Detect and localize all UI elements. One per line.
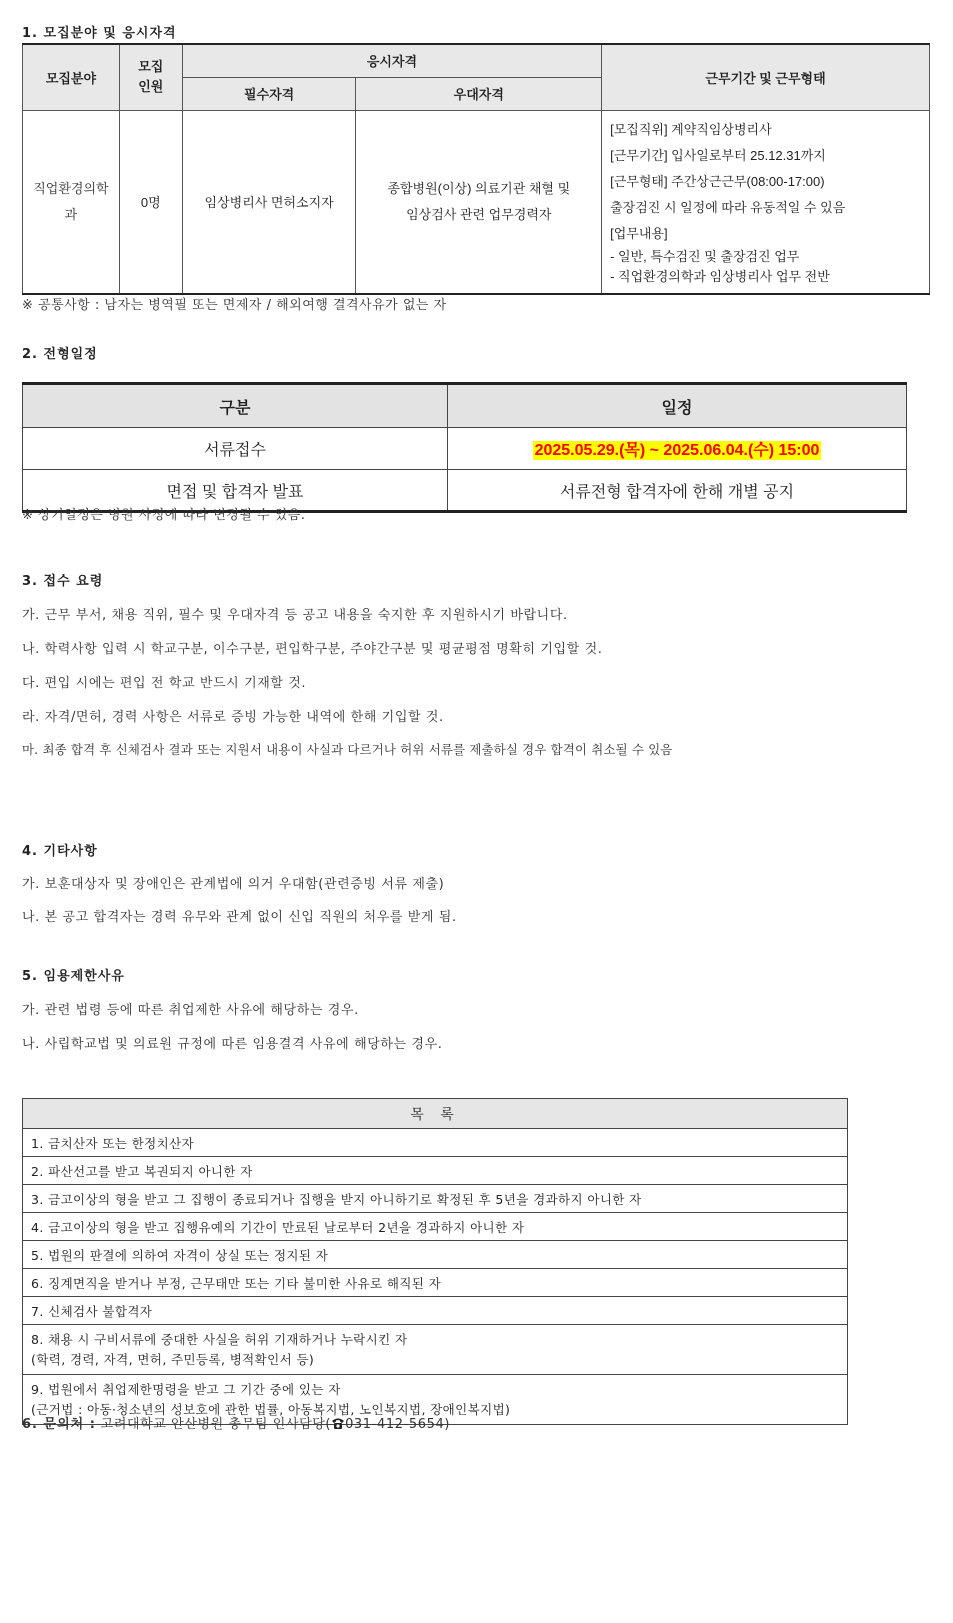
contact-line [22,1413,450,1434]
header-period: 근무기간 및 근무형태 [602,44,930,110]
list-item: 마. 최종 합격 후 신체검사 결과 또는 지원서 내용이 사실과 다르거나 허위 서류를 제출하실 경우 합격이 취소될 수 있음 [22,742,673,757]
header-field: 모집분야 [23,44,120,110]
table-row: 6. 징계면직을 받거나 부정, 근무태만 또는 기타 불미한 사유로 해직된 자 [23,1269,848,1297]
condition-line: [근무기간] 입사일로부터 25.12.31까지 [610,147,826,163]
list-item: 나. 학력사항 입력 시 학교구분, 이수구분, 편입학구분, 주야간구분 및 평균평점 명확히 기입할 것. [22,642,603,657]
required-value: 임상병리사 면허소지자 [182,110,356,294]
schedule-category: 서류접수 [23,428,448,470]
section-2-title: 2. 전형일정 [22,347,98,362]
preferred-value: 종합병원(이상) 의료기관 채혈 및 임상검사 관련 업무경력자 [356,110,602,294]
phone-number[interactable]: 031-412-5654) [345,1417,451,1432]
list-item: 가. 보훈대상자 및 장애인은 관계법에 의거 우대함(관련증빙 서류 제출) [22,877,445,892]
row-line: 9. 법원에서 취업제한명령을 받고 그 기간 중에 있는 자 [31,1381,341,1397]
table-row: 5. 법원의 판결에 의하여 자격이 상실 또는 정지된 자 [23,1241,848,1269]
section-3-title: 3. 접수 요령 [22,574,104,589]
list-item: 나. 사립학교법 및 의료원 규정에 따른 임용결격 사유에 해당하는 경우. [22,1037,443,1052]
common-requirement-note: ※ 공통사항 : 남자는 병역필 또는 면제자 / 해외여행 결격사유가 없는 자 [22,298,447,313]
condition-line: [모집직위] 계약직임상병리사 [610,121,772,137]
section-4-title: 4. 기타사항 [22,844,98,859]
section-5-title: 5. 임용제한사유 [22,969,125,984]
work-conditions [602,110,930,294]
section-6-title: 6. 문의처 : [22,1417,96,1432]
list-item: 가. 근무 부서, 채용 직위, 필수 및 우대자격 등 공고 내용을 숙지한 후 지원하시기 바랍니다. [22,608,568,623]
list-header: 목 록 [23,1099,848,1129]
contact-prefix: 고려대학교 안산병원 총무팀 인사담당( [100,1417,332,1432]
recruitment-table [22,43,930,295]
row-line: (근거법 : 아동·청소년의 성보호에 관한 법률, 아동복지법, 노인복지법, 장애인복지법) [31,1401,511,1417]
schedule-note: ※ 상기일정은 병원 사정에 따라 변경될 수 있음. [22,508,306,523]
table-row [23,1325,848,1375]
condition-line: 출장검진 시 일정에 따라 유동적일 수 있음 [610,199,846,215]
schedule-category: 면접 및 합격자 발표 [23,470,448,512]
table-row: 3. 금고이상의 형을 받고 그 집행이 종료되거나 집행을 받지 아니하기로 확정된 후 5년을 경과하지 아니한 자 [23,1185,848,1213]
count-value: 0명 [119,110,182,294]
list-item: 라. 자격/면허, 경력 사항은 서류로 증빙 가능한 내역에 한해 기입할 것. [22,710,444,725]
phone-icon [331,1417,345,1434]
condition-line: [근무형태] 주간상근근무(08:00-17:00) [610,173,825,189]
application-period: 2025.05.29.(목) ~ 2025.06.04.(수) 15:00 [534,442,820,459]
schedule-date: 서류전형 합격자에 한해 개별 공지 [448,470,907,512]
schedule-table [22,382,907,513]
table-row: 2. 파산선고를 받고 복권되지 아니한 자 [23,1157,848,1185]
field-value: 직업환경의학 과 [23,110,120,294]
disqualification-list [22,1098,848,1425]
header-schedule: 일정 [448,384,907,428]
duty-line: - 직업환경의학과 임상병리사 업무 전반 [610,268,830,284]
schedule-date-cell [448,428,907,470]
section-1-title: 1. 모집분야 및 응시자격 [22,26,177,41]
table-row: 1. 금치산자 또는 한정치산자 [23,1129,848,1157]
duty-line: - 일반, 특수검진 및 출장검진 업무 [610,248,800,264]
header-count: 모집 인원 [119,44,182,110]
row-line: 8. 채용 시 구비서류에 중대한 사실을 허위 기재하거나 누락시킨 자 [31,1331,408,1347]
header-required: 필수자격 [182,77,356,110]
row-line: (학력, 경력, 자격, 면허, 주민등록, 병적확인서 등) [31,1351,315,1367]
list-item: 다. 편입 시에는 편입 전 학교 반드시 기재할 것. [22,676,307,691]
header-qualification: 응시자격 [182,44,601,77]
condition-line: [업무내용] [610,225,668,241]
header-category: 구분 [23,384,448,428]
list-item: 나. 본 공고 합격자는 경력 유무와 관계 없이 신입 직원의 처우를 받게 됨. [22,910,457,925]
header-preferred: 우대자격 [356,77,602,110]
table-row: 4. 금고이상의 형을 받고 집행유예의 기간이 만료된 날로부터 2년을 경과하지 아니한 자 [23,1213,848,1241]
table-row: 7. 신체검사 불합격자 [23,1297,848,1325]
list-item: 가. 관련 법령 등에 따른 취업제한 사유에 해당하는 경우. [22,1003,359,1018]
